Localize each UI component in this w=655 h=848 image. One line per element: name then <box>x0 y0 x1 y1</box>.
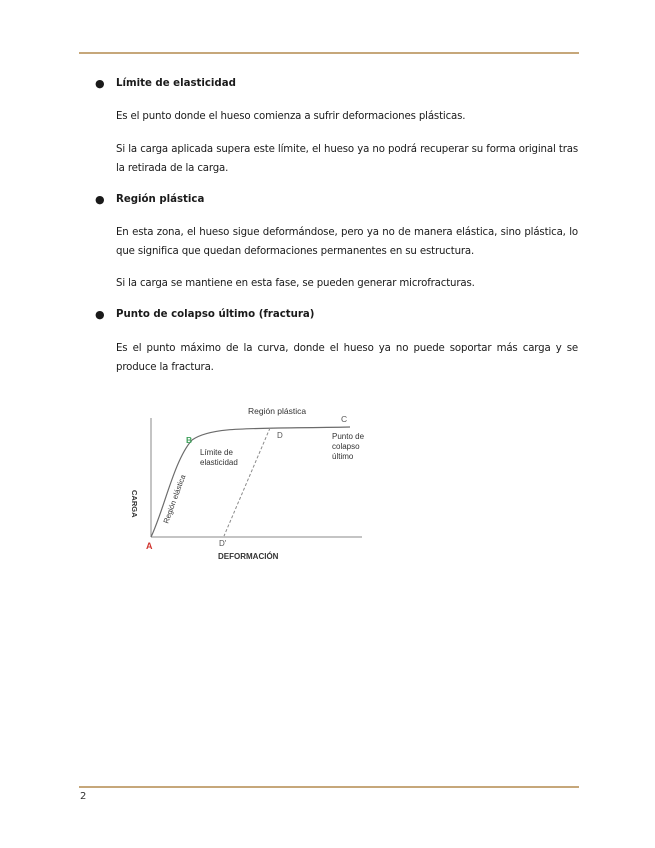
point-d-prime-label: D' <box>219 539 227 548</box>
header-rule <box>79 52 579 54</box>
ultimate-collapse-label: Punto de colapso último <box>332 432 365 461</box>
section-heading-elastic-limit: Límite de elasticidad <box>116 78 236 89</box>
bullet-icon: ● <box>95 308 105 321</box>
point-a-label: A <box>146 541 153 551</box>
paragraph: Si la carga se mantiene en esta fase, se pueden generar microfracturas. <box>116 278 475 289</box>
point-b-label: B <box>186 435 193 445</box>
bullet-icon: ● <box>95 77 105 90</box>
x-axis-label: DEFORMACIÓN <box>218 552 279 561</box>
point-c-label: C <box>341 414 348 424</box>
elastic-limit-label: Límite de elasticidad <box>200 448 238 467</box>
bullet-icon: ● <box>95 193 105 206</box>
load-deformation-diagram <box>120 398 390 570</box>
point-d-label: D <box>277 431 283 440</box>
elastic-region-label: Región elástica <box>161 473 188 525</box>
plastic-region-label: Región plástica <box>248 406 307 416</box>
paragraph: Si la carga aplicada supera este límite, el hueso ya no podrá recuperar su forma original tras la retirada de la carga. <box>116 144 578 174</box>
unloading-line <box>224 428 270 536</box>
paragraph: Es el punto máximo de la curva, donde el hueso ya no puede soportar más carga y se produce la fractura. <box>116 343 578 373</box>
section-heading-plastic-region: Región plástica <box>116 194 205 205</box>
page-number: 2 <box>80 791 87 802</box>
y-axis-label: CARGA <box>130 490 139 518</box>
paragraph: Es el punto donde el hueso comienza a sufrir deformaciones plásticas. <box>116 111 466 122</box>
footer-rule <box>79 786 579 788</box>
section-heading-ultimate-collapse: Punto de colapso último (fractura) <box>116 309 315 320</box>
paragraph: En esta zona, el hueso sigue deformándose, pero ya no de manera elástica, sino plástica, lo que significa que quedan deformaciones permanentes en su estructura. <box>116 227 578 257</box>
